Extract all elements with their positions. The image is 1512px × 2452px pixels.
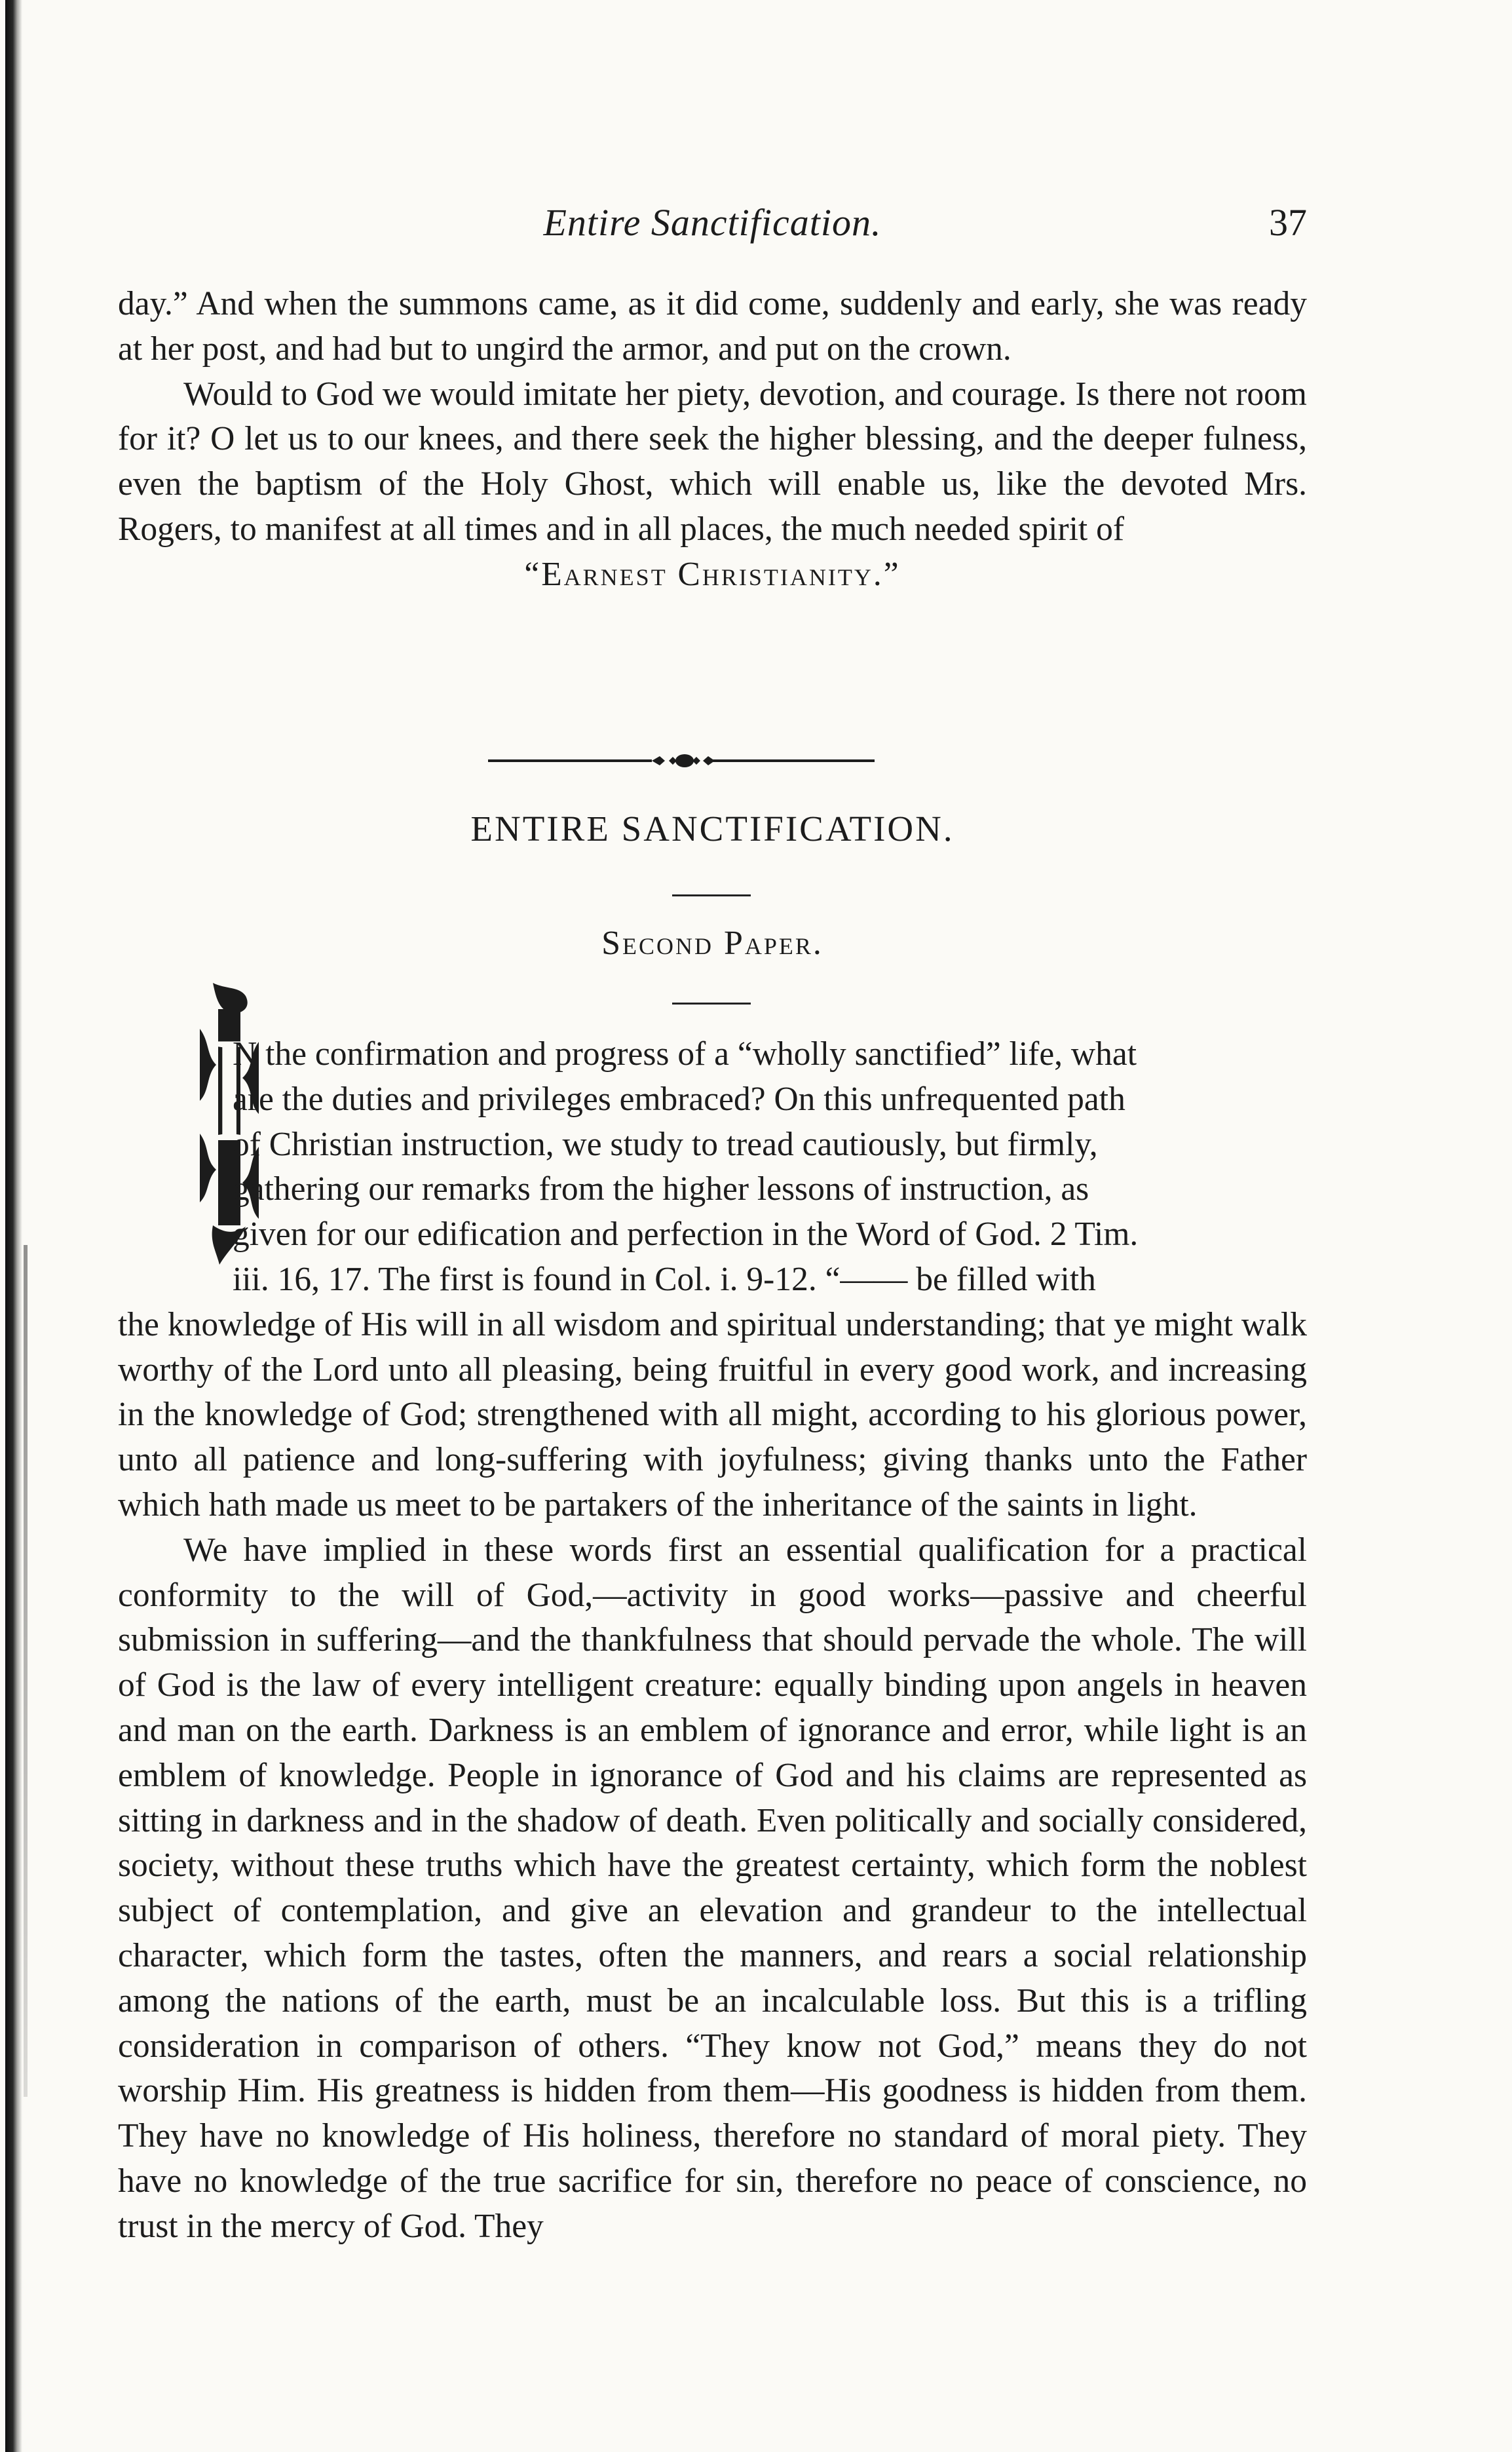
paragraph: We have implied in these words first an essential qualification for a practical conformity to the will of God,—activity in good works—passive and cheerful submission in suffering—and the thankfulness that should pervade the whole. The will of God is the law of every intelligent creature: equally binding upon angels in heaven and man on the earth. Darkness is an emblem of ignorance and error, while light is an emblem of knowledge. People in ignorance of God and his claims are represented as sitting in darkness and in the shadow of death. Even politically and socially considered, society, without these truths which have the greatest certainty, which form the noblest subject of contemplation, and give an elevation and grandeur to the intellectual character, which form the tastes, often the manners, and rears a social relationship among the nations of the earth, must be an incalculable loss. But this is a trifling consideration in comparison of others. “They know not God,” means they do not worship Him. His greatness is hidden from them—His goodness is hidden from them. They have no knowledge of His holiness, therefore no standard of moral piety. They have no knowledge of the true sacrifice for sin, therefore no peace of conscience, no trust in the mercy of God. They — [118, 1531, 1307, 2245]
page-number: 37 — [1269, 201, 1307, 244]
title-rule — [672, 894, 751, 896]
subtitle-rule — [672, 1003, 751, 1005]
paragraph: day.” And when the summons came, as it did come, suddenly and early, she was ready at her post, and had but to ungird the armor, and put on the crown. — [118, 285, 1307, 368]
paragraph: the knowledge of His will in all wisdom and spiritual understanding; that ye might walk worthy of the Lord unto all pleasing, being fruitful in every good work, and increasing in the knowledge of God; strengthened with all might, according to his glorious power, unto all patience and long-suffering with joyfulness; giving thanks unto the Father which hath made us meet to be partakers of the inheritance of the saints in light. — [118, 1305, 1307, 1523]
lead-line: N the confirmation and progress of a “wholly sanctified” life, what — [233, 1035, 1137, 1073]
running-title: Entire Sanctification. — [543, 201, 882, 244]
closing-phrase: “Earnest Christianity.” — [524, 555, 901, 593]
lead-line: of Christian instruction, we study to tread cautiously, but firmly, — [233, 1125, 1098, 1163]
drop-cap-letter: I — [204, 1006, 255, 1173]
article-title: ENTIRE SANCTIFICATION. — [470, 809, 954, 849]
lead-line: iii. 16, 17. The first is found in Col. i. 9-12. “—— be filled with — [233, 1260, 1096, 1298]
article-subtitle: Second Paper. — [601, 925, 823, 962]
lead-line: gathering our remarks from the higher lessons of instruction, as — [233, 1170, 1089, 1208]
previous-article-ending — [118, 282, 1307, 598]
page-binding-edge — [5, 0, 22, 2452]
lead-line: are the duties and privileges embraced? On this unfrequented path — [233, 1080, 1125, 1118]
paragraph: Would to God we would imitate her piety, devotion, and courage. Is there not room for it? O let us to our knees, and there seek the higher blessing, and the deeper fulness, even the baptism of the Holy Ghost, which will enable us, like the devoted Mrs. Rogers, to manifest at all times and in all places, the much needed spirit of — [118, 375, 1307, 548]
ornamental-divider — [488, 749, 875, 773]
page-binding-shadow — [24, 1245, 28, 2097]
page-header — [118, 190, 1307, 262]
lead-line: given for our edification and perfection in the Word of God. 2 Tim. — [233, 1216, 1139, 1254]
article-body — [118, 1032, 1307, 2250]
